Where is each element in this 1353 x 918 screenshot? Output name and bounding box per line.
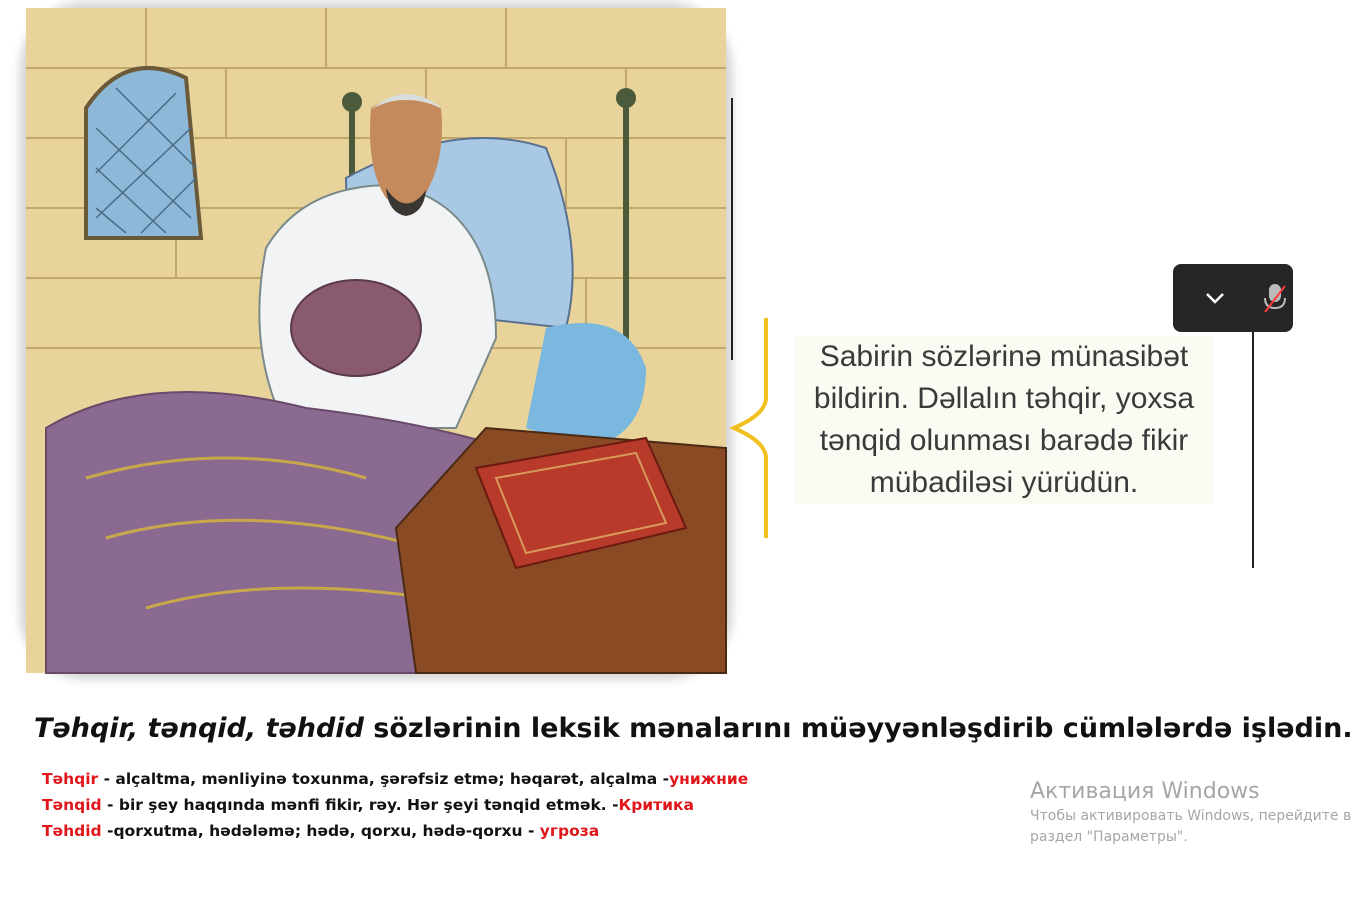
- definition-row-tehqir: [42, 766, 748, 792]
- definitions-list: [42, 766, 748, 844]
- definition-text: - bir şey haqqında mənfi fikir, rəy. Hər şeyi tənqid etmək. -: [101, 796, 619, 814]
- callout-text: Sabirin sözlərinə münasibət bildirin. Dəllalın təhqir, yoxsa tənqid olunması barədə fikir mübadiləsi yürüdün.: [794, 336, 1214, 504]
- bedridden-man-illustration: [26, 8, 726, 673]
- watermark-title: Активация Windows: [1030, 779, 1260, 804]
- windows-activation-watermark: [1030, 778, 1351, 848]
- definition-term: Tənqid: [42, 796, 102, 814]
- microphone-muted-icon[interactable]: [1263, 280, 1287, 316]
- definition-text: - alçaltma, mənliyinə toxunma, şərəfsiz etmə; həqarət, alçalma -: [98, 770, 670, 788]
- divider-line-right: [1252, 330, 1254, 568]
- definition-translation: Критика: [618, 796, 694, 814]
- illustration-image: [26, 8, 726, 673]
- definition-translation: унижние: [669, 770, 749, 788]
- heading-italic-terms: Təhqir, tənqid, təhdid: [34, 713, 364, 744]
- heading-rest: sözlərinin leksik mənalarını müəyyənləşdirib cümlələrdə işlədin.: [363, 713, 1353, 744]
- definition-term: Təhdid: [42, 822, 102, 840]
- definition-row-tehdid: [42, 818, 748, 844]
- definition-row-tenqid: [42, 792, 748, 818]
- definition-term: Təhqir: [42, 770, 99, 788]
- chevron-down-icon[interactable]: [1203, 286, 1227, 310]
- definition-translation: угроза: [539, 822, 600, 840]
- watermark-line1: Чтобы активировать Windows, перейдите в: [1030, 808, 1352, 824]
- task-heading: [34, 713, 1353, 744]
- watermark-line2: раздел "Параметры".: [1030, 829, 1188, 845]
- brace-connector-icon: [730, 318, 790, 538]
- floating-toolbar: [1173, 264, 1293, 332]
- definition-text: -qorxutma, hədələmə; hədə, qorxu, hədə-qorxu -: [101, 822, 540, 840]
